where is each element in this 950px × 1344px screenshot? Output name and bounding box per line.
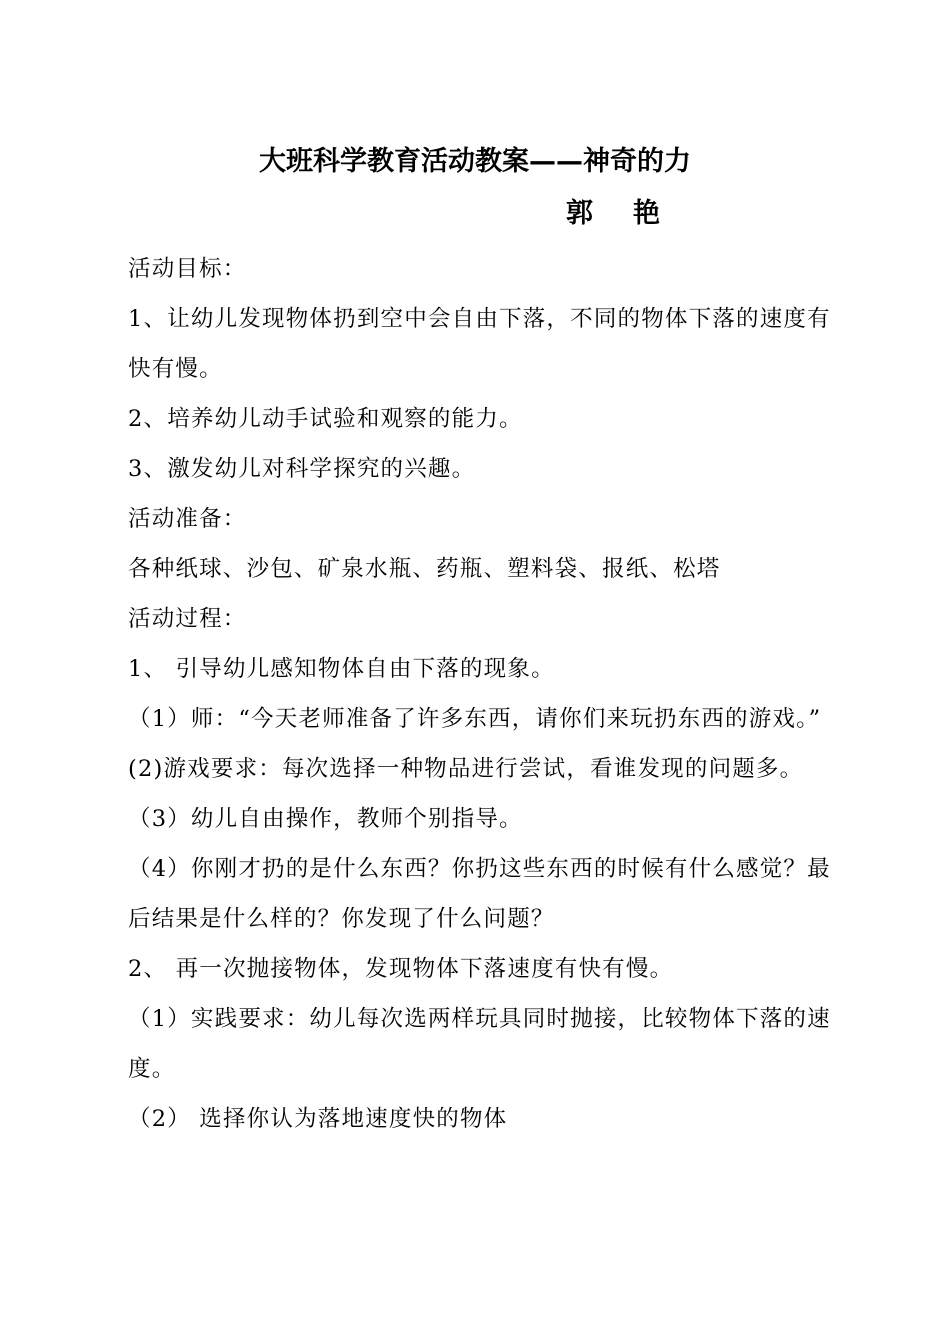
objective-item-3: 3、激发幼儿对科学探究的兴趣。 (128, 456, 476, 482)
process-step-1-sub-3: （3）幼儿自由操作，教师个别指导。 (128, 806, 523, 832)
process-step-1-sub-2: (2)游戏要求：每次选择一种物品进行尝试，看谁发现的问题多。 (128, 756, 804, 782)
process-step-2: 2、 再一次抛接物体，发现物体下落速度有快有慢。 (128, 956, 674, 982)
process-step-2-sub-2: （2） 选择你认为落地速度快的物体 (128, 1106, 508, 1132)
preparation-materials: 各种纸球、沙包、矿泉水瓶、药瓶、塑料袋、报纸、松塔 (128, 556, 721, 582)
document-body (128, 244, 868, 1144)
objective-item-2: 2、培养幼儿动手试验和观察的能力。 (128, 406, 523, 432)
process-step-1-sub-4: （4）你刚才扔的是什么东西？你扔这些东西的时候有什么感觉？最后结果是什么样的？你发现了什么问题？ (128, 856, 831, 932)
process-step-1: 1、 引导幼儿感知物体自由下落的现象。 (128, 656, 555, 682)
section-heading-objectives: 活动目标： (128, 256, 247, 282)
process-step-2-sub-1: （1）实践要求：幼儿每次选两样玩具同时抛接，比较物体下落的速度。 (128, 1006, 831, 1082)
objective-item-1: 1、让幼儿发现物体扔到空中会自由下落，不同的物体下落的速度有快有慢。 (128, 306, 831, 382)
author-name: 郭艳 (566, 198, 700, 229)
process-step-1-sub-1: （1）师：“今天老师准备了许多东西，请你们来玩扔东西的游戏。” (128, 706, 822, 732)
section-heading-process: 活动过程： (128, 606, 247, 632)
section-heading-preparation: 活动准备： (128, 506, 247, 532)
document-title: 大班科学教育活动教案——神奇的力 (259, 146, 691, 177)
